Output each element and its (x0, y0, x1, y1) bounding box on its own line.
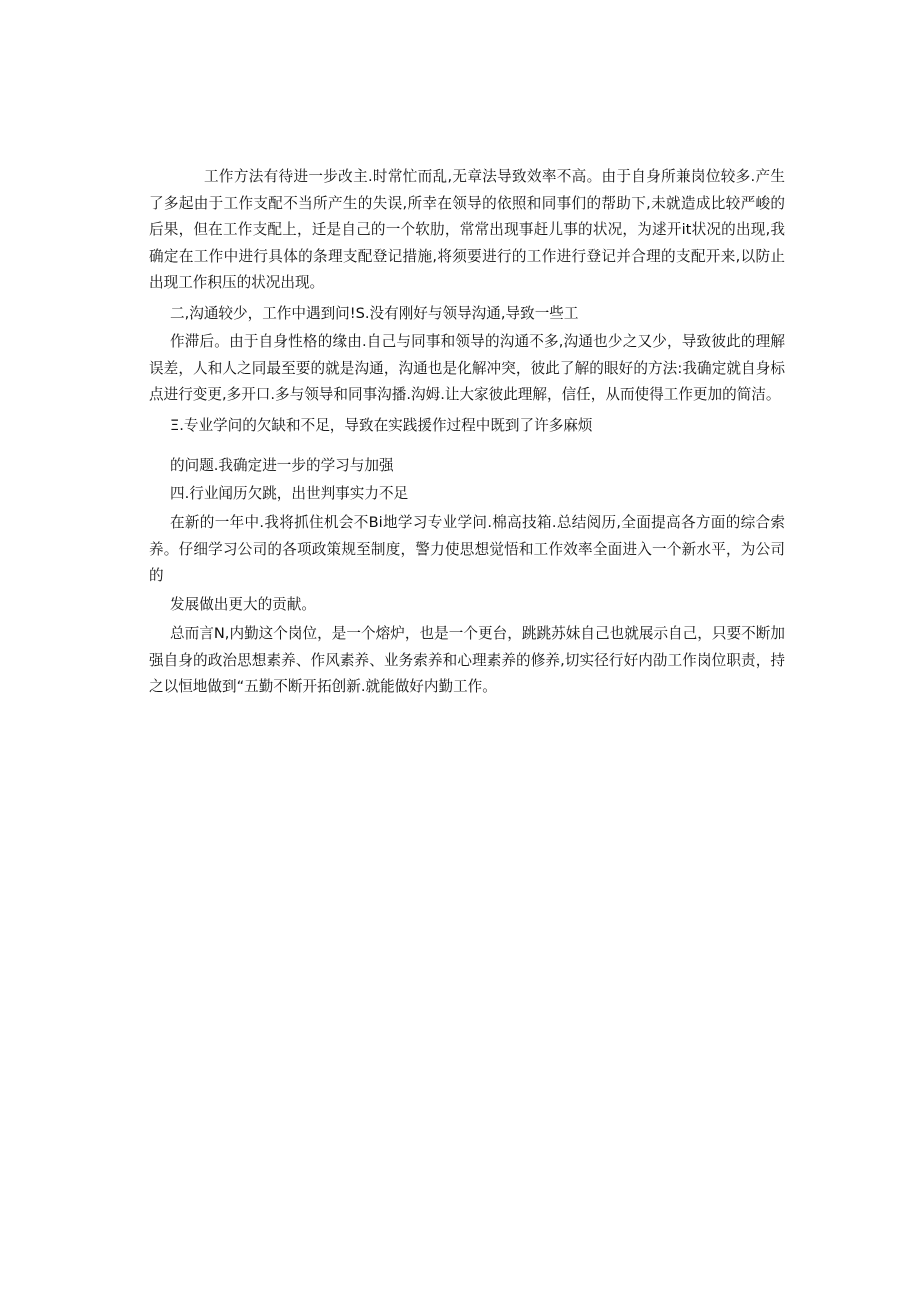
paragraph-heading-experience: 四.行业闻历欠跳，出世判事实力不足 (170, 484, 409, 502)
paragraph-communication: 作滞后。由于自身性格的缘由.自己与同事和领导的沟通不多,沟通也少之又少，导致彼此的理解误差，人和人之同最至要的就是沟通，沟通也是化解冲突，彼此了解的眼好的方法:我确定就自身标点进行变更,多开口.多与领导和同事沟播.沟姆.让大家彼此理解，信任，从而使得工作更加的简洁。 (149, 333, 785, 403)
paragraph-knowledge-cont: 的问题.我确定进一步的学习与加强 (170, 457, 394, 474)
paragraph-work-method: 工作方法有待进一步改主.时常忙而乱,无章法导致效率不高。由于自身所兼岗位较多.产生了多起由于工作支配不当所产生的失误,所幸在领导的依照和同事们的帮助下,未就造成比较严峻的后果，但在工作支配上，迁是自己的一个软肋，常常出现事赶儿事的状况，为逑开it状况的出现,我确定在工作中进行具体的条理支配登记措施,将须要进行的工作进行登记并合理的支配开来,以防止出现工作积压的状况出现。 (149, 168, 785, 291)
paragraph-heading-communication: 二,沟通较少，工作中遇到问!S.没有刚好与领导沟通,导致一些工 (170, 304, 579, 322)
paragraph-summary: 总而言N,内勤这个岗位，是一个熔炉，也是一个更台，跳跳苏妹自己也就展示自己，只要不断加强自身的政治思想素养、作风素养、业务索养和心理素养的修养,切实径行好内劭工作岗位职责，持之以恒地做到“五勤不断开拓创新.就能做好内勤工作。 (149, 625, 785, 695)
document-body (149, 164, 785, 701)
paragraph-new-year: 在新的一年中.我将抓住机会不Bi地学习专业学问.棉高技箱.总结阅历,全面提高各方面的综合索养。仔细学习公司的各项政策规至制度，警力使思想觉悟和工作效率全面进入一个新水平，为公司的 (149, 514, 785, 584)
paragraph-heading-knowledge: Ξ.专业学问的欠缺和不足，导致在实践援作过程中既到了许多麻烦 (170, 416, 593, 434)
paragraph-new-year-cont: 发展做出更大的贡献。 (170, 595, 316, 613)
